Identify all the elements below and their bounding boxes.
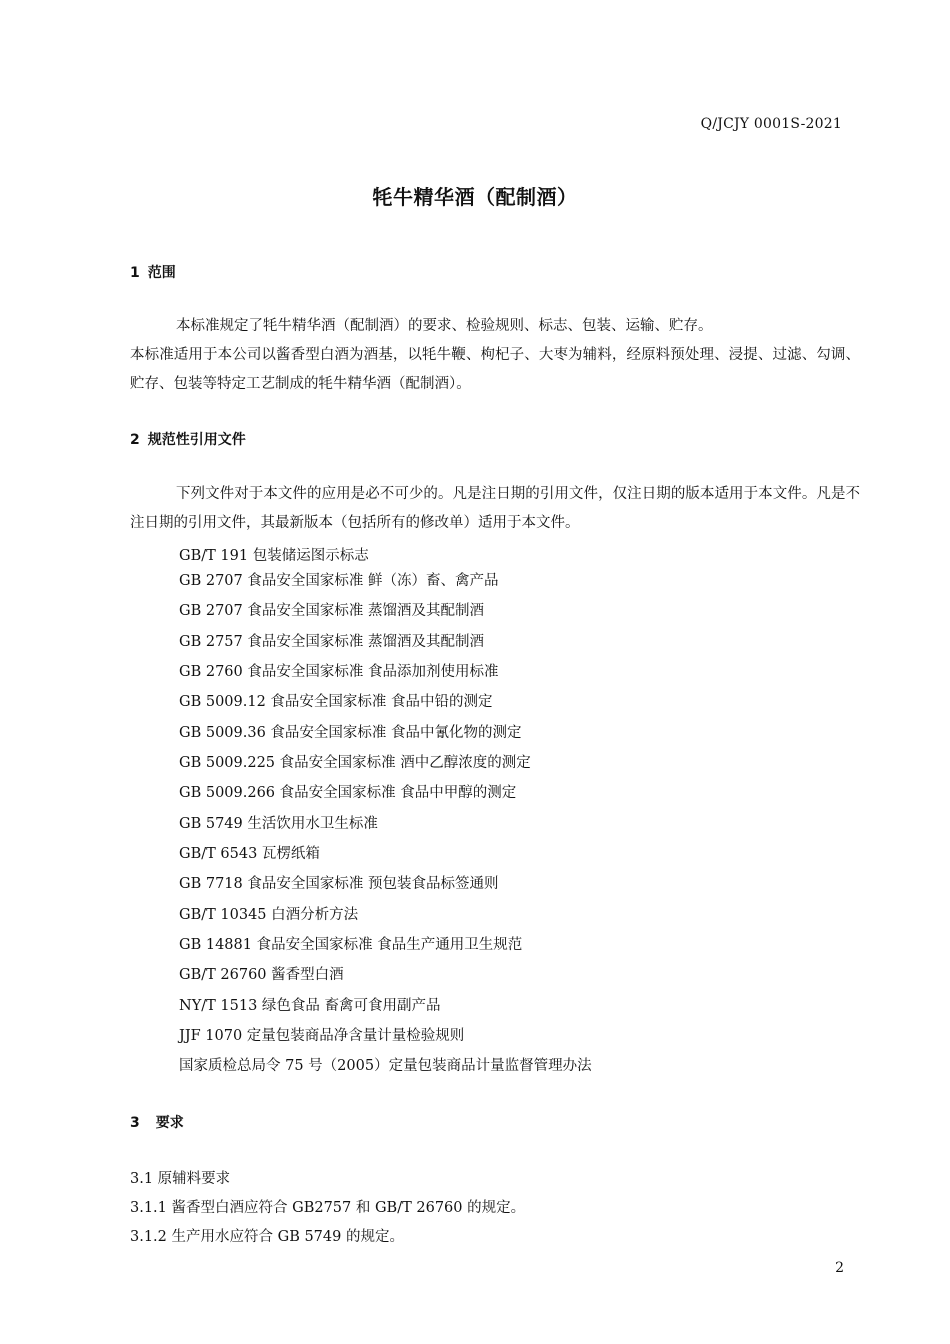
page-number: 2 bbox=[835, 1260, 844, 1276]
reference-item: GB/T 191 包装储运图示标志 bbox=[179, 548, 369, 564]
reference-item: GB 2757 食品安全国家标准 蒸馏酒及其配制酒 bbox=[179, 634, 484, 650]
reference-item: GB 14881 食品安全国家标准 食品生产通用卫生规范 bbox=[179, 937, 523, 953]
requirement-item: 3.1.1 酱香型白酒应符合 GB2757 和 GB/T 26760 的规定。 bbox=[130, 1200, 526, 1216]
reference-item: GB/T 10345 白酒分析方法 bbox=[179, 907, 359, 923]
section-3-title: 要求 bbox=[155, 1115, 184, 1131]
scope-paragraph-2: 本标准适用于本公司以酱香型白酒为酒基，以牦牛鞭、枸杞子、大枣为辅料，经原料预处理、浸提、过滤、勾调、贮存、包装等特定工艺制成的牦牛精华酒（配制酒）。 bbox=[130, 347, 860, 392]
reference-item: GB 7718 食品安全国家标准 预包装食品标签通则 bbox=[179, 876, 499, 892]
reference-item: NY/T 1513 绿色食品 畜禽可食用副产品 bbox=[179, 998, 441, 1014]
scope-paragraph-1: 本标准规定了牦牛精华酒（配制酒）的要求、检验规则、标志、包装、运输、贮存。 bbox=[176, 318, 713, 334]
reference-item: GB/T 26760 酱香型白酒 bbox=[179, 967, 344, 983]
requirement-item: 3.1.2 生产用水应符合 GB 5749 的规定。 bbox=[130, 1229, 404, 1245]
reference-item: GB 2760 食品安全国家标准 食品添加剂使用标准 bbox=[179, 664, 499, 680]
document-code: Q/JCJY 0001S-2021 bbox=[700, 116, 842, 132]
reference-item: GB 5009.12 食品安全国家标准 食品中铅的测定 bbox=[179, 694, 493, 710]
reference-item: GB 5009.225 食品安全国家标准 酒中乙醇浓度的测定 bbox=[179, 755, 531, 771]
reference-item: JJF 1070 定量包装商品净含量计量检验规则 bbox=[179, 1028, 465, 1044]
section-1-body bbox=[130, 312, 860, 399]
section-1-heading bbox=[130, 262, 176, 282]
reference-item: GB 2707 食品安全国家标准 蒸馏酒及其配制酒 bbox=[179, 603, 484, 619]
document-title: 牦牛精华酒（配制酒） bbox=[372, 185, 578, 209]
reference-item: GB 5009.266 食品安全国家标准 食品中甲醇的测定 bbox=[179, 785, 517, 801]
section-2-title: 规范性引用文件 bbox=[147, 432, 246, 448]
section-1-title: 范围 bbox=[147, 265, 176, 281]
reference-item: GB 5749 生活饮用水卫生标准 bbox=[179, 816, 378, 832]
section-2-heading bbox=[130, 429, 246, 449]
requirement-item: 3.1 原辅料要求 bbox=[130, 1171, 231, 1187]
reference-item: GB 5009.36 食品安全国家标准 食品中氰化物的测定 bbox=[179, 725, 522, 741]
requirements-list bbox=[130, 1168, 525, 1255]
reference-item: GB/T 6543 瓦楞纸箱 bbox=[179, 846, 320, 862]
section-3-heading bbox=[130, 1112, 184, 1132]
section-1-number: 1 bbox=[130, 265, 140, 281]
section-2-number: 2 bbox=[130, 432, 140, 448]
section-3-number: 3 bbox=[130, 1115, 140, 1131]
reference-item: GB 2707 食品安全国家标准 鲜（冻）畜、禽产品 bbox=[179, 573, 499, 589]
section-2-intro bbox=[130, 480, 860, 538]
reference-item: 国家质检总局令 75 号（2005）定量包装商品计量监督管理办法 bbox=[179, 1058, 592, 1074]
references-intro-paragraph: 下列文件对于本文件的应用是必不可少的。凡是注日期的引用文件，仅注日期的版本适用于本文件。凡是不注日期的引用文件，其最新版本（包括所有的修改单）适用于本文件。 bbox=[130, 486, 860, 531]
